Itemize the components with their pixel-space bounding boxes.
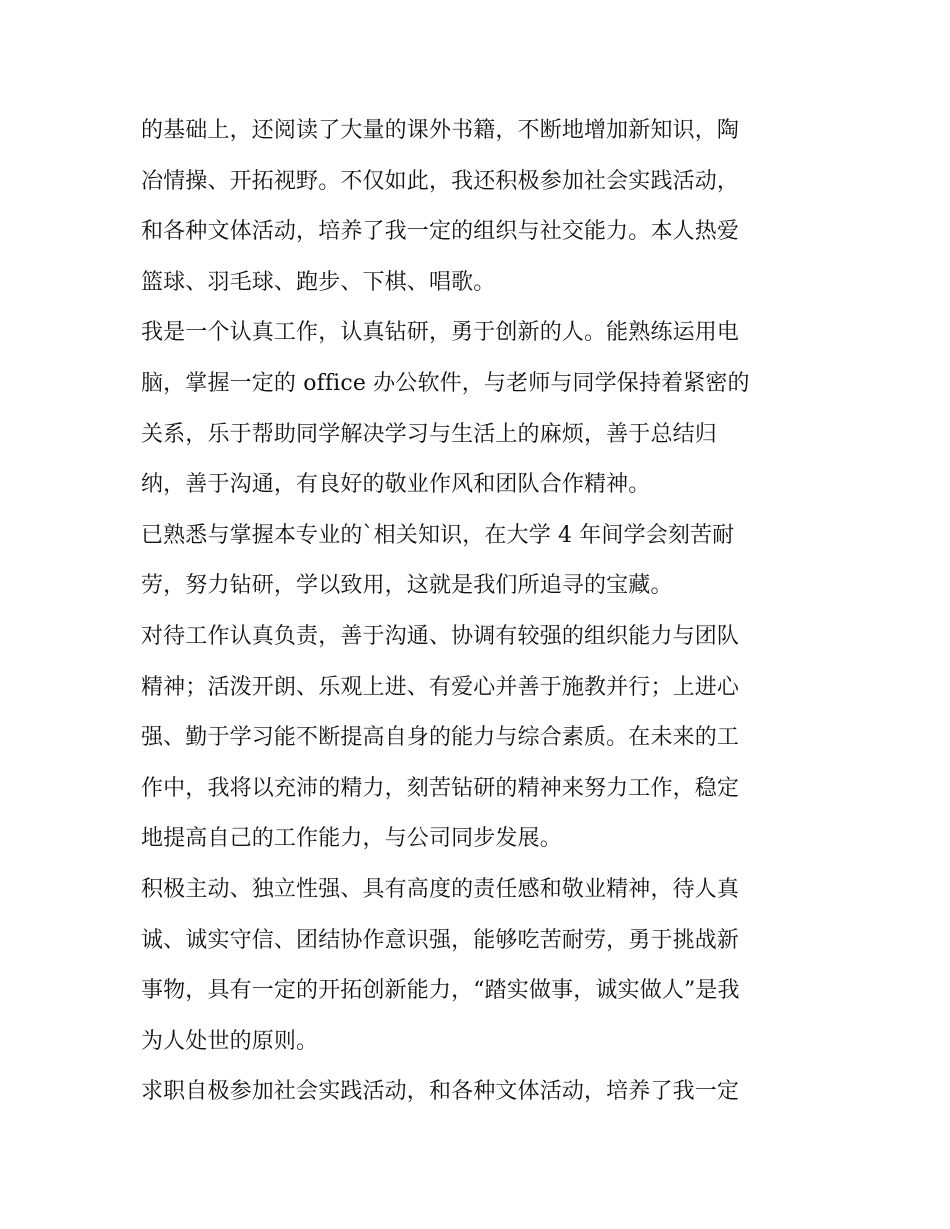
text-line: 冶情操、开拓视野。不仅如此，我还积极参加社会实践活动，: [141, 168, 740, 194]
text-line: 精神；活泼开朗、乐观上进、有爱心并善于施教并行；上进心: [141, 674, 740, 700]
text-line: 强、勤于学习能不断提高自身的能力与综合素质。在未来的工: [141, 725, 740, 751]
paragraph-3: [141, 511, 816, 612]
text-line: 关系，乐于帮助同学解决学习与生活上的麻烦，善于总结归: [141, 421, 717, 447]
text-line: 为人处世的原则。: [141, 1028, 319, 1054]
text-line: 和各种文体活动，培养了我一定的组织与社交能力。本人热爱: [141, 219, 740, 245]
text-line: 纳，善于沟通，有良好的敬业作风和团队合作精神。: [141, 472, 651, 498]
paragraph-5: [141, 865, 816, 1067]
text-line: 求职自极参加社会实践活动，和各种文体活动，培养了我一定: [141, 1079, 740, 1105]
document-body: [141, 106, 816, 1118]
text-line: 积极主动、独立性强、具有高度的责任感和敬业精神，待人真: [141, 876, 740, 902]
text-line: 脑，掌握一定的 office 办公软件，与老师与同学保持着紧密的: [141, 370, 750, 396]
paragraph-6: [141, 1067, 816, 1118]
text-line: 已熟悉与掌握本专业的`相关知识，在大学 4 年间学会刻苦耐: [141, 522, 735, 548]
text-line: 地提高自己的工作能力，与公司同步发展。: [141, 826, 562, 852]
text-line: 事物，具有一定的开拓创新能力，“踏实做事，诚实做人”是我: [141, 978, 740, 1004]
text-line: 诚、诚实守信、团结协作意识强，能够吃苦耐劳，勇于挑战新: [141, 927, 740, 953]
text-line: 篮球、羽毛球、跑步、下棋、唱歌。: [141, 269, 496, 295]
text-line: 劳，努力钻研，学以致用，这就是我们所追寻的宝藏。: [141, 573, 673, 599]
paragraph-2: [141, 308, 816, 510]
paragraph-4: [141, 612, 816, 865]
paragraph-1: [141, 106, 816, 308]
text-line: 的基础上，还阅读了大量的课外书籍，不断地增加新知识，陶: [141, 118, 740, 143]
text-line: 我是一个认真工作，认真钻研，勇于创新的人。能熟练运用电: [141, 320, 740, 346]
text-line: 对待工作认真负责，善于沟通、协调有较强的组织能力与团队: [141, 623, 740, 649]
text-line: 作中，我将以充沛的精力，刻苦钻研的精神来努力工作，稳定: [141, 775, 740, 801]
